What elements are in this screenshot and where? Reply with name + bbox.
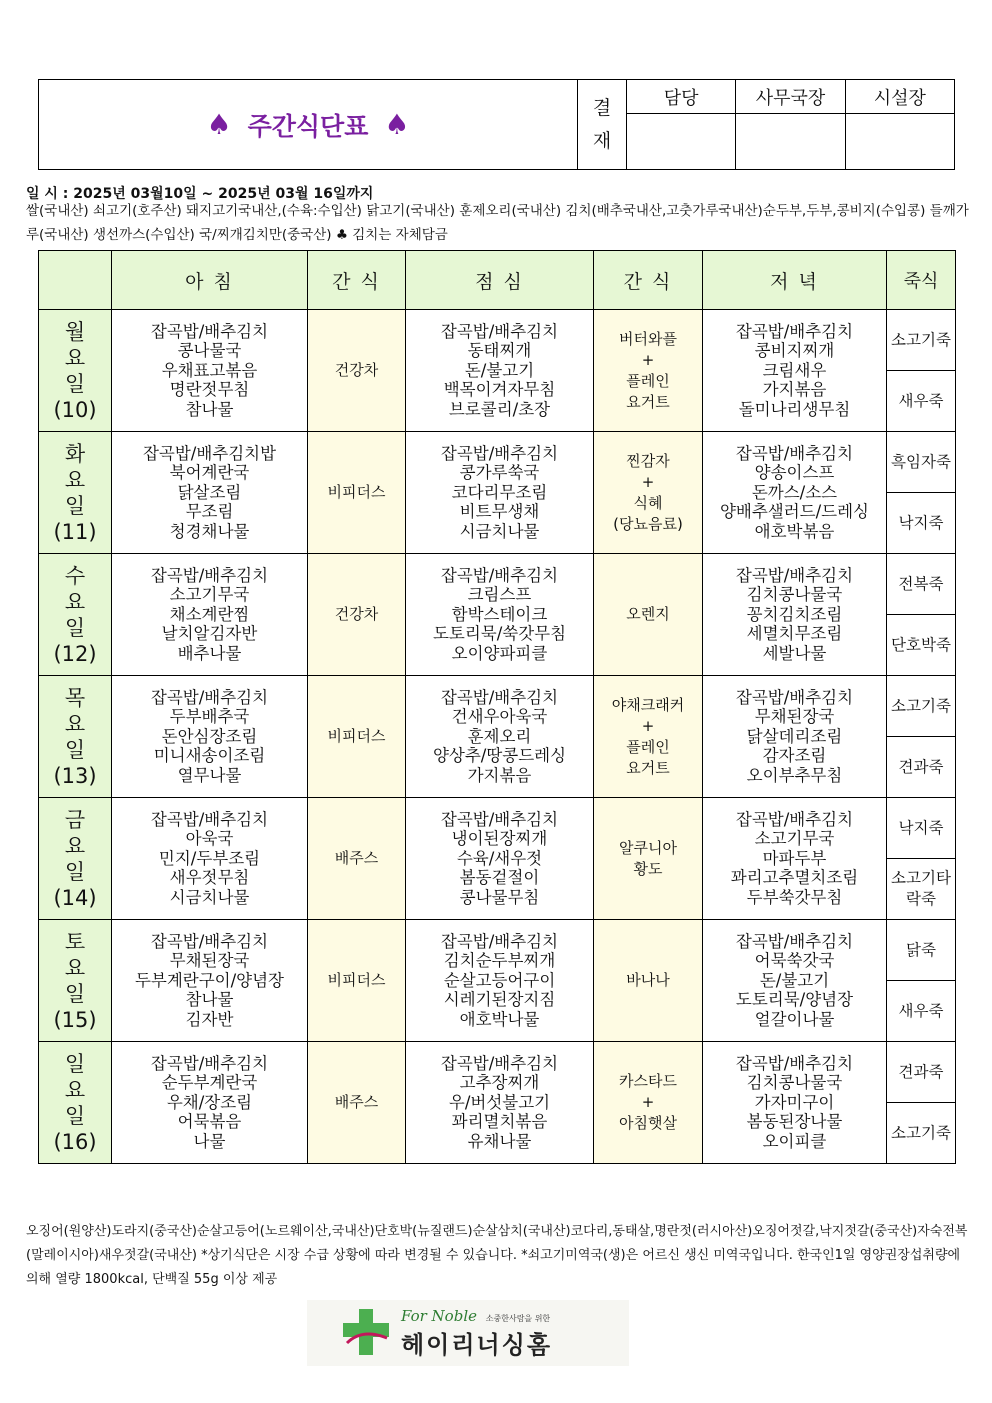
porridge-cell: 견과죽	[887, 1042, 956, 1103]
porridge-cell: 닭죽	[887, 920, 956, 981]
porridge-cell: 낙지죽	[887, 493, 956, 554]
day-date: (10)	[53, 397, 97, 422]
day-name: 토 요 일	[64, 929, 86, 1006]
porridge-cell: 전복죽	[887, 554, 956, 615]
header-breakfast: 아 침	[112, 251, 308, 310]
breakfast-cell: 잡곡밥/배추김치 소고기무국 채소계란찜 날치알김자반 배추나물	[112, 554, 308, 676]
snack1-cell: 배주스	[308, 1042, 406, 1164]
snack1-cell: 배주스	[308, 798, 406, 920]
day-date: (14)	[53, 885, 97, 910]
table-row	[39, 676, 956, 737]
day-cell	[39, 554, 112, 676]
spade-icon: ♠	[206, 108, 232, 141]
breakfast-cell: 잡곡밥/배추김치 아욱국 민지/두부조림 새우젓무침 시금치나물	[112, 798, 308, 920]
cross-logo-icon	[337, 1303, 397, 1363]
day-name: 수 요 일	[64, 563, 86, 640]
dinner-cell: 잡곡밥/배추김치 콩비지찌개 크림새우 가지볶음 돌미나리생무침	[703, 310, 887, 432]
day-name: 화 요 일	[64, 441, 86, 518]
day-cell	[39, 676, 112, 798]
header-snack-am: 간 식	[308, 251, 406, 310]
breakfast-cell: 잡곡밥/배추김치 순두부계란국 우채/장조림 어묵볶음 나물	[112, 1042, 308, 1164]
day-cell	[39, 798, 112, 920]
approval-signatures	[627, 80, 954, 169]
spade-icon: ♠	[384, 108, 410, 141]
approval-label: 결 재	[578, 80, 627, 169]
day-cell	[39, 920, 112, 1042]
day-date: (12)	[53, 641, 97, 666]
header-lunch: 점 심	[406, 251, 594, 310]
breakfast-cell: 잡곡밥/배추김치 콩나물국 우채표고볶음 명란젓무침 참나물	[112, 310, 308, 432]
table-row	[39, 1042, 956, 1103]
day-name: 월 요 일	[64, 319, 86, 396]
header-porridge: 죽식	[887, 251, 956, 310]
dinner-cell: 잡곡밥/배추김치 소고기무국 마파두부 꽈리고추멸치조림 두부쑥갓무침	[703, 798, 887, 920]
porridge-cell: 단호박죽	[887, 615, 956, 676]
table-row	[39, 310, 956, 371]
porridge-cell: 견과죽	[887, 737, 956, 798]
snack2-cell: 찐감자 + 식혜 (당뇨음료)	[594, 432, 703, 554]
sign-box-office-director: 사무국장	[736, 80, 845, 169]
snack1-cell: 비피더스	[308, 920, 406, 1042]
lunch-cell: 잡곡밥/배추김치 냉이된장찌개 수육/새우젓 봄동겉절이 콩나물무침	[406, 798, 594, 920]
snack2-cell: 바나나	[594, 920, 703, 1042]
lunch-cell: 잡곡밥/배추김치 건새우아욱국 훈제오리 양상추/땅콩드레싱 가지볶음	[406, 676, 594, 798]
lunch-cell: 잡곡밥/배추김치 고추장찌개 우/버섯불고기 꽈리멸치볶음 유채나물	[406, 1042, 594, 1164]
day-cell	[39, 1042, 112, 1164]
sign-box-manager: 담당	[627, 80, 736, 169]
table-header-row	[39, 251, 956, 310]
origin-note: 쌀(국내산) 쇠고기(호주산) 돼지고기국내산,(수육:수입산) 닭고기(국내산) 훈제오리(국내산) 김치(배추국내산,고춧가루국내산)순두부,두부,콩비지(수입콩) 들깨가루(국내산) 생선까스(수입산) 국/찌개김치만(중국산) ♣ 김치는 자체담금	[26, 203, 969, 243]
day-name: 일 요 일	[64, 1051, 86, 1128]
footer-note: 오징어(원양산)도라지(중국산)순살고등어(노르웨이산,국내산)단호박(뉴질랜드)순살삼치(국내산)코다리,동태살,명란젓(러시아산)오징어젓갈,낙지젓갈(중국산)자숙전복(말레이시아)새우젓갈(국내산) *상기식단은 시장 수급 상황에 따라 변경될 수 있습니다. *쇠고기미역국(생)은 어르신 생신 미역국입니다. 한국인1일 영양권장섭취량에 의해 열량 1800kcal, 단백질 55g 이상 제공	[26, 1224, 968, 1287]
facility-logo	[307, 1300, 629, 1366]
snack1-cell: 건강차	[308, 554, 406, 676]
snack2-cell: 오렌지	[594, 554, 703, 676]
dinner-cell: 잡곡밥/배추김치 어묵쑥갓국 돈/불고기 도토리묵/양념장 얼갈이나물	[703, 920, 887, 1042]
logo-tagline: 소중한사람을 위한	[485, 1313, 551, 1323]
page-title-area	[39, 80, 578, 169]
page-title: 주간식단표	[247, 111, 369, 141]
snack2-cell: 카스타드 + 아침햇살	[594, 1042, 703, 1164]
snack1-cell: 비피더스	[308, 676, 406, 798]
snack1-cell: 건강차	[308, 310, 406, 432]
snack2-cell: 야채크래커 + 플레인 요거트	[594, 676, 703, 798]
porridge-cell: 소고기죽	[887, 676, 956, 737]
day-name: 목 요 일	[64, 685, 86, 762]
day-cell	[39, 310, 112, 432]
day-name: 금 요 일	[64, 807, 86, 884]
day-date: (16)	[53, 1129, 97, 1154]
porridge-cell: 흑임자죽	[887, 432, 956, 493]
table-row	[39, 920, 956, 981]
dinner-cell: 잡곡밥/배추김치 김치콩나물국 꽁치김치조림 세멸치무조림 세발나물	[703, 554, 887, 676]
header-dinner: 저 녁	[703, 251, 887, 310]
lunch-cell: 잡곡밥/배추김치 김치순두부찌개 순살고등어구이 시레기된장지짐 애호박나물	[406, 920, 594, 1042]
logo-subtitle: For Noble	[401, 1306, 477, 1325]
porridge-cell: 새우죽	[887, 371, 956, 432]
header-day	[39, 251, 112, 310]
snack2-cell: 버터와플 + 플레인 요거트	[594, 310, 703, 432]
day-date: (13)	[53, 763, 97, 788]
breakfast-cell: 잡곡밥/배추김치 무채된장국 두부계란구이/양념장 참나물 김자반	[112, 920, 308, 1042]
day-date: (15)	[53, 1007, 97, 1032]
dinner-cell: 잡곡밥/배추김치 양송이스프 돈까스/소스 양배추샐러드/드레싱 애호박볶음	[703, 432, 887, 554]
porridge-cell: 소고기죽	[887, 1103, 956, 1164]
table-row	[39, 798, 956, 859]
snack1-cell: 비피더스	[308, 432, 406, 554]
day-date: (11)	[53, 519, 97, 544]
day-cell	[39, 432, 112, 554]
snack2-cell: 알쿠니아 황도	[594, 798, 703, 920]
breakfast-cell: 잡곡밥/배추김치 두부배추국 돈안심장조림 미니새송이조림 열무나물	[112, 676, 308, 798]
table-row	[39, 554, 956, 615]
porridge-cell: 소고기타락죽	[887, 859, 956, 920]
lunch-cell: 잡곡밥/배추김치 동태찌개 돈/불고기 백목이겨자무침 브로콜리/초장	[406, 310, 594, 432]
weekly-menu-table	[38, 250, 956, 1164]
dinner-cell: 잡곡밥/배추김치 김치콩나물국 가자미구이 봄동된장나물 오이피클	[703, 1042, 887, 1164]
header-snack-pm: 간 식	[594, 251, 703, 310]
logo-name: 헤이리너싱홈	[401, 1330, 553, 1359]
table-row	[39, 432, 956, 493]
menu-period: 일 시 : 2025년 03월10일 ~ 2025년 03월 16일까지	[26, 186, 374, 202]
porridge-cell: 새우죽	[887, 981, 956, 1042]
lunch-cell: 잡곡밥/배추김치 콩가루쑥국 코다리무조림 비트무생채 시금치나물	[406, 432, 594, 554]
lunch-cell: 잡곡밥/배추김치 크림스프 함박스테이크 도토리묵/쑥갓무침 오이양파피클	[406, 554, 594, 676]
sign-box-facility-head: 시설장	[846, 80, 954, 169]
breakfast-cell: 잡곡밥/배추김치밥 북어계란국 닭살조림 무조림 청경채나물	[112, 432, 308, 554]
porridge-cell: 낙지죽	[887, 798, 956, 859]
porridge-cell: 소고기죽	[887, 310, 956, 371]
header-box	[38, 79, 955, 170]
dinner-cell: 잡곡밥/배추김치 무채된장국 닭살데리조림 감자조림 오이부추무침	[703, 676, 887, 798]
